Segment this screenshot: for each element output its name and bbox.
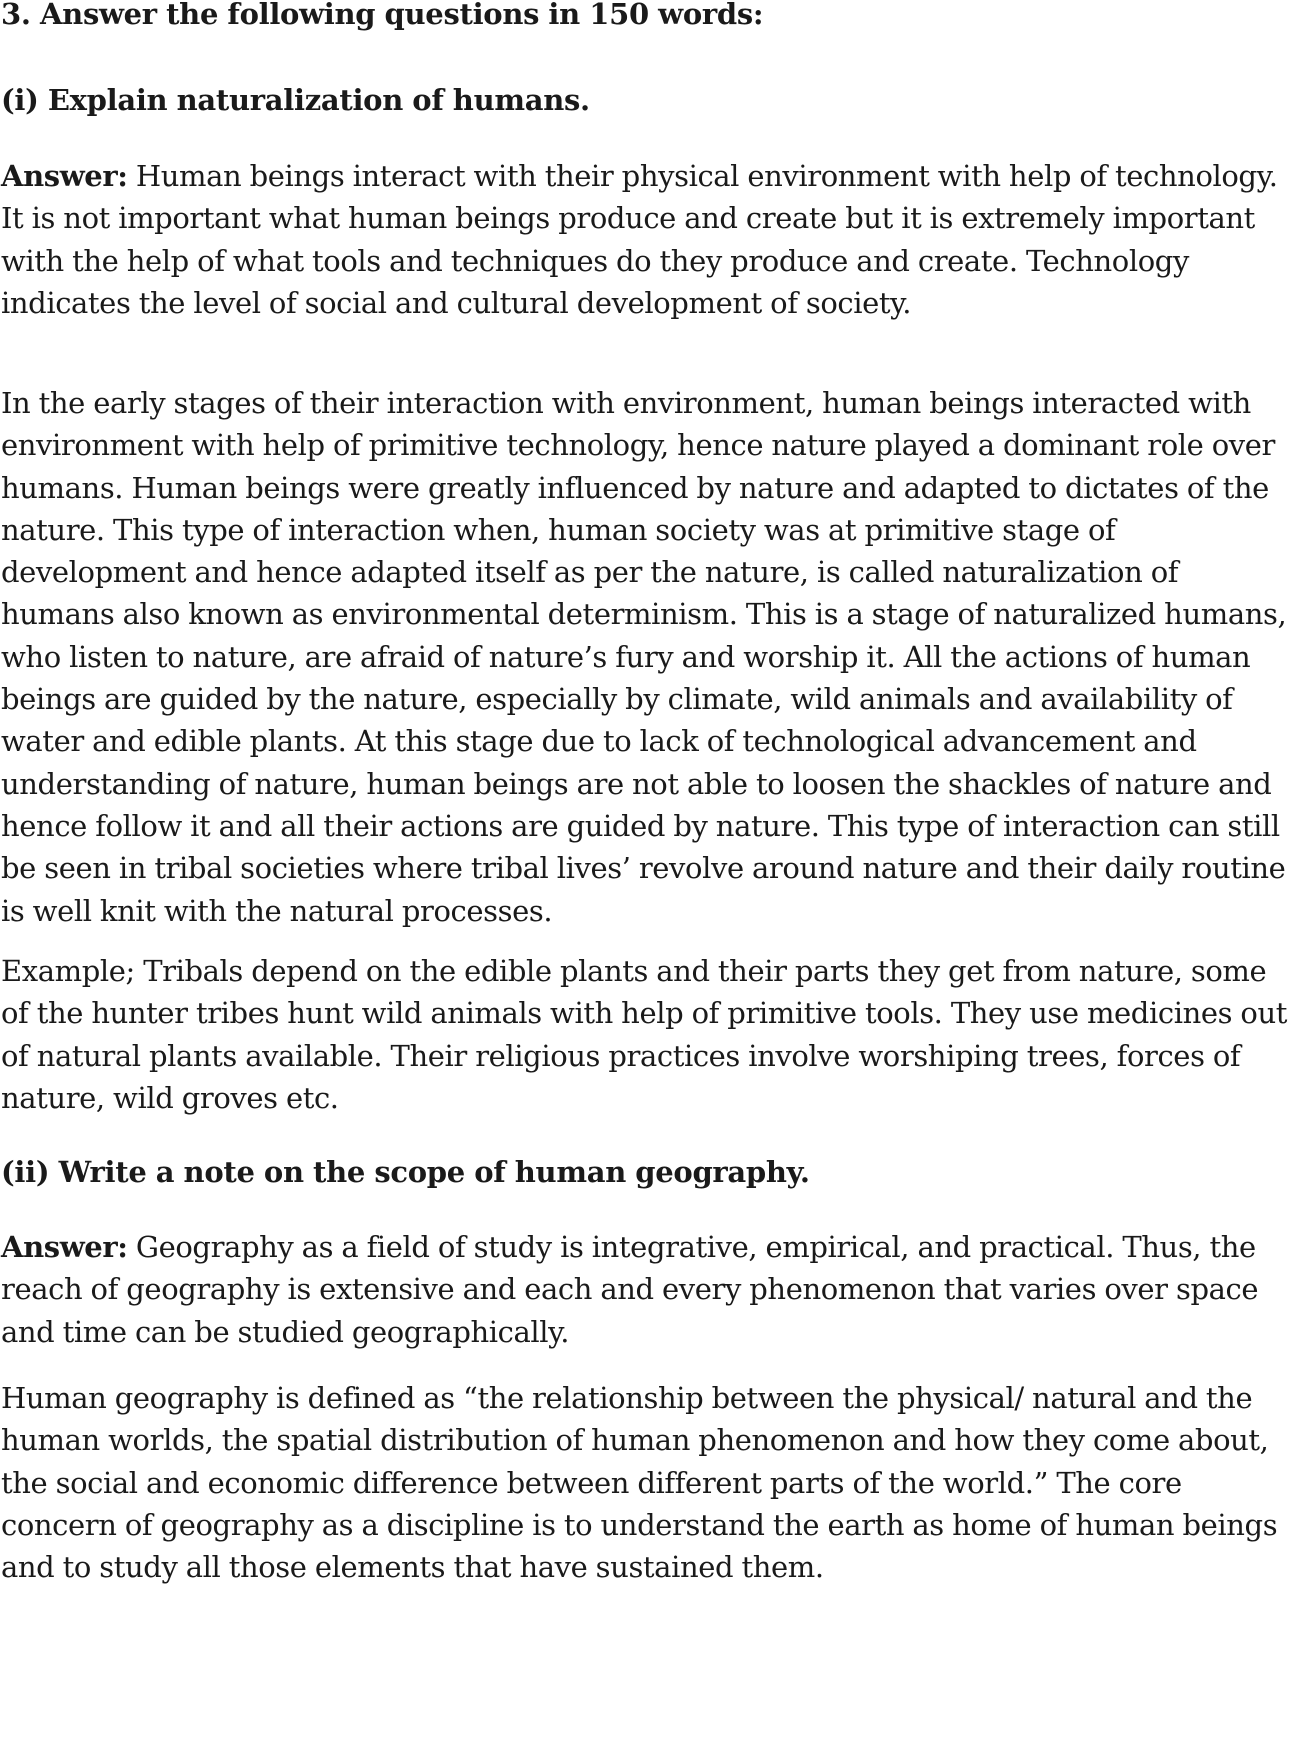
question-1-title: (i) Explain naturalization of humans. <box>1 83 590 117</box>
question-1-answer-paragraph-1 <box>1 155 1291 324</box>
question-1-answer-label: Answer: <box>1 159 128 193</box>
question-2-answer-paragraph-1 <box>1 1226 1291 1353</box>
question-1-answer-paragraph-3: Example; Tribals depend on the edible plants and their parts they get from nature, some of the hunter tribes hunt wild animals with help of primitive tools. They use medicines out of natural plants available. Their religious practices involve worshiping trees, forces of nature, wild groves etc. <box>1 954 1287 1115</box>
question-2-title: (ii) Write a note on the scope of human geography. <box>1 1155 810 1189</box>
question-2-answer-paragraph-2: Human geography is defined as “the relationship between the physical/ natural and the human worlds, the spatial distribution of human phenomenon and how they come about, the social and economic difference between different parts of the world.” The core concern of geography as a discipline is to understand the earth as home of human beings and to study all those elements that have sustained them. <box>1 1381 1278 1585</box>
question-2-answer-text-1: Geography as a field of study is integrative, empirical, and practical. Thus, the reach of geography is extensive and each and every phenomenon that varies over space and time can be studied geographically. <box>1 1230 1259 1349</box>
question-2-answer-label: Answer: <box>1 1230 128 1264</box>
question-1-answer-text-1: Human beings interact with their physical environment with help of technology. It is not important what human beings produce and create but it is extremely important with the help of what tools and techniques do they produce and create. Technology indicates the level of social and cultural development of society. <box>1 159 1278 320</box>
section-title: 3. Answer the following questions in 150 words: <box>1 0 764 31</box>
question-1-answer-paragraph-2: In the early stages of their interaction with environment, human beings interacted with environment with help of primitive technology, hence nature played a dominant role over humans. Human beings were greatly influenced by nature and adapted to dictates of the nature. This type of interaction when, human society was at primitive stage of development and hence adapted itself as per the nature, is called naturalization of humans also known as environmental determinism. This is a stage of naturalized humans, who listen to nature, are afraid of nature’s fury and worship it. All the actions of human beings are guided by the nature, especially by climate, wild animals and availability of water and edible plants. At this stage due to lack of technological advancement and understanding of nature, human beings are not able to loosen the shackles of nature and hence follow it and all their actions are guided by nature. This type of interaction can still be seen in tribal societies where tribal lives’ revolve around nature and their daily routine is well knit with the natural processes. <box>1 386 1287 928</box>
